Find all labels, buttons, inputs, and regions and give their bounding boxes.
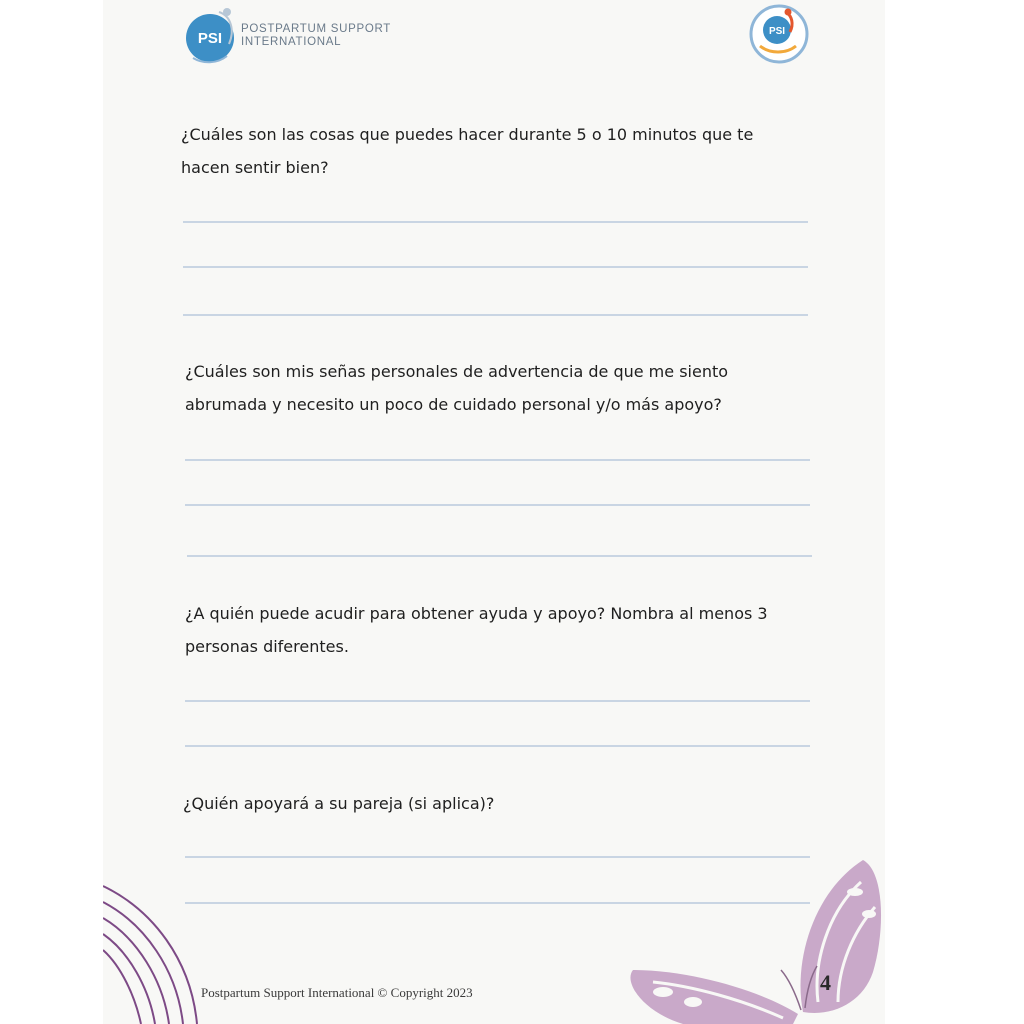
question-3: ¿A quién puede acudir para obtener ayuda y apoyo? Nombra al menos 3 personas diferentes. [185, 604, 768, 656]
answer-line[interactable] [183, 314, 808, 316]
question-4: ¿Quién apoyará a su pareja (si aplica)? [183, 794, 495, 813]
answer-line[interactable] [187, 555, 812, 557]
page-number: 4 [820, 970, 831, 995]
question-1: ¿Cuáles son las cosas que puedes hacer durante 5 o 10 minutos que te hacen sentir bien? [181, 125, 754, 177]
answer-line[interactable] [183, 266, 808, 268]
psi-logo [183, 4, 403, 66]
brand-line-1: POSTPARTUM SUPPORT [241, 23, 391, 35]
decorative-arcs [103, 880, 213, 1024]
psi-logo-icon [183, 4, 243, 66]
answer-line[interactable] [185, 700, 810, 702]
answer-line[interactable] [185, 459, 810, 461]
worksheet-page [103, 0, 885, 1024]
butterfly-icon [623, 852, 885, 1024]
question-2: ¿Cuáles son mis señas personales de advertencia de que me siento abrumada y necesito un poco de cuidado personal y/o más apoyo? [185, 362, 729, 414]
psi-badge [746, 2, 812, 66]
brand-name [241, 23, 391, 49]
svg-text:PSI: PSI [197, 30, 223, 47]
copyright-footer: Postpartum Support International © Copyright 2023 [201, 985, 473, 1000]
svg-text:PSI: PSI [768, 26, 786, 37]
psi-badge-icon [746, 2, 812, 66]
brand-line-2: INTERNATIONAL [241, 36, 342, 48]
answer-line[interactable] [183, 221, 808, 223]
answer-line[interactable] [185, 504, 810, 506]
answer-line[interactable] [185, 745, 810, 747]
